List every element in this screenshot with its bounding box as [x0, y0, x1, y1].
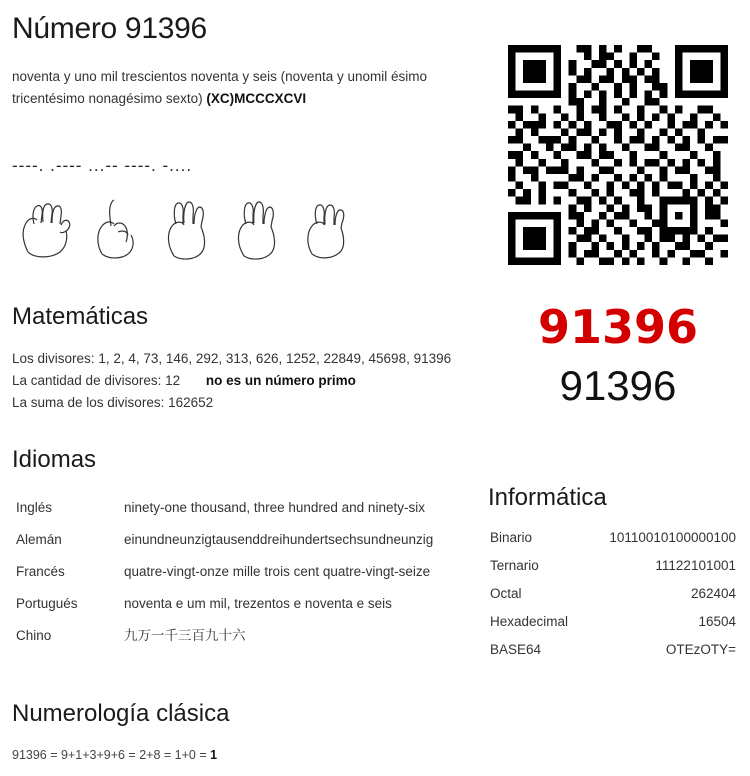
section-title-numerology: Numerología clásica: [12, 700, 230, 727]
hand-sign-1-icon: [86, 190, 152, 262]
number-display-red: 91396: [537, 300, 699, 354]
base-value: 11122101001: [655, 558, 736, 573]
divisors-label: Los divisores:: [12, 351, 95, 366]
divisor-count-label: La cantidad de divisores:: [12, 373, 162, 388]
roman-numeral: (XC)MCCCXCVI: [206, 91, 307, 106]
hand-sign-9-icon: [16, 190, 82, 262]
section-title-languages: Idiomas: [12, 446, 97, 473]
table-row: [488, 608, 738, 636]
base-name: BASE64: [490, 642, 542, 657]
language-text: einundneunzigtausenddreihundertsechsundneunzig: [124, 532, 434, 547]
divisors-line: [12, 348, 472, 370]
page-title: Número 91396: [12, 12, 207, 45]
cardinal-words: noventa y uno mil trescientos noventa y seis: [12, 69, 277, 84]
language-text: ninety-one thousand, three hundred and ninety-six: [124, 500, 425, 515]
hand-sign-9-icon-2: [226, 190, 292, 262]
table-row: [488, 552, 738, 580]
table-row: [488, 524, 738, 552]
language-text: noventa e um mil, trezentos e noventa e seis: [124, 596, 392, 611]
table-row: [12, 556, 474, 588]
divisor-sum-line: [12, 392, 472, 414]
table-row: [12, 492, 474, 524]
numerology-formula-text: 91396 = 9+1+3+9+6 = 2+8 = 1+0 =: [12, 748, 211, 762]
table-row: [12, 524, 474, 556]
table-row: [12, 620, 474, 652]
language-text: quatre-vingt-onze mille trois cent quatre-vingt-seize: [124, 564, 431, 579]
ordinal-words: (noventa y unomil ésimo tricentésimo nonagésimo sexto): [12, 69, 427, 106]
language-name: Alemán: [16, 532, 62, 547]
base-value: 16504: [698, 614, 736, 629]
language-name: Francés: [16, 564, 65, 579]
base-value: 10110010100000100: [609, 530, 736, 545]
mathematics-body: [12, 348, 472, 414]
informatics-table: [488, 524, 738, 664]
divisor-count-line: [12, 370, 472, 392]
hand-sign-6-icon: [296, 190, 362, 262]
morse-code: ----. .---- ...-- ----. -....: [12, 156, 193, 175]
hand-sign-3-icon: [156, 190, 222, 262]
section-title-informatics: Informática: [488, 484, 607, 511]
section-title-mathematics: Matemáticas: [12, 303, 149, 330]
base-value: 262404: [690, 586, 736, 601]
number-display-black: 91396: [559, 362, 677, 409]
language-name: Inglés: [16, 500, 53, 515]
divisor-sum-value: 162652: [168, 395, 214, 410]
languages-table: [12, 492, 474, 652]
prime-note: no es un número primo: [205, 373, 356, 388]
table-row: [488, 580, 738, 608]
base-name: Ternario: [490, 558, 539, 573]
qr-code-icon: [508, 45, 728, 265]
divisors-value: 1, 2, 4, 73, 146, 292, 313, 626, 1252, 22849, 45698, 91396: [98, 351, 452, 366]
numerology-formula: [12, 748, 217, 762]
language-text: 九万一千三百九十六: [124, 628, 246, 643]
base-name: Hexadecimal: [490, 614, 569, 629]
sign-language-row: [8, 190, 368, 270]
number-in-words: [12, 66, 482, 110]
divisor-sum-label: La suma de los divisores:: [12, 395, 165, 410]
base-value: OTEzOTY=: [665, 642, 736, 657]
divisor-count-value: 12: [165, 373, 181, 388]
numerology-result: 1: [210, 748, 218, 762]
base-name: Binario: [490, 530, 533, 545]
base-name: Octal: [490, 586, 522, 601]
language-name: Portugués: [16, 596, 78, 611]
table-row: [12, 588, 474, 620]
language-name: Chino: [16, 628, 52, 643]
table-row: [488, 636, 738, 664]
